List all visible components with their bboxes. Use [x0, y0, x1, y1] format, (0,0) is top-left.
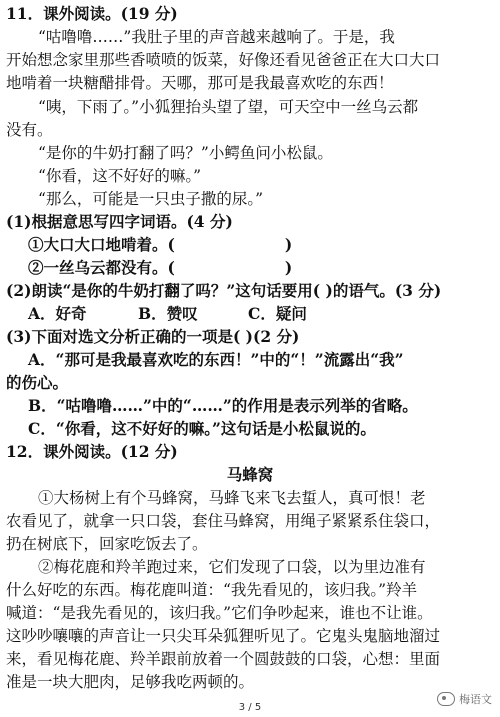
q12-line: ②梅花鹿和羚羊跑过来，它们发现了口袋，以为里边准有 [38, 558, 426, 576]
q11-sub3-option-a-line1[interactable]: A．“那可是我最喜欢吃的东西！”中的“！”流露出“我” [28, 350, 404, 369]
q11-sub1-header: (1)根据意思写四字词语。(4 分) [6, 212, 233, 231]
option-c[interactable]: C．疑问 [248, 304, 307, 323]
q12-line: 扔在树底下，回家吃饭去了。 [6, 535, 208, 553]
option-a[interactable]: A．好奇 [28, 304, 87, 323]
q12-header: 12．课外阅读。(12 分) [6, 442, 178, 461]
q11-header: 11．课外阅读。(19 分) [6, 4, 178, 23]
q11-sub2-options [6, 302, 500, 326]
q12-line: 什么好吃的东西。梅花鹿叫道：“我先看见的，该归我。”羚羊 [6, 581, 418, 599]
watermark [437, 691, 492, 707]
q11-p5: “那么，可能是一只虫子撒的尿。” [38, 190, 264, 208]
q11-p1-line3: 地啃着一块糖醋排骨。天哪，那可是我最喜欢吃的东西！ [6, 74, 394, 92]
q11-p3: “是你的牛奶打翻了吗？”小鳄鱼问小松鼠。 [38, 144, 333, 162]
wechat-icon [437, 692, 455, 706]
q11-p1-line2: 开始想念家里那些香喷喷的饭菜，好像还看见爸爸正在大口大口 [6, 51, 441, 69]
paren-close: ) [284, 235, 293, 254]
page-number: 3 / 5 [238, 702, 262, 713]
q12-title: 马蜂窝 [226, 465, 274, 484]
q12-line: 准是一块大肥肉，足够我吃两顿的。 [6, 673, 255, 691]
q11-p2-line1: “咦，下雨了。”小狐狸抬头望了望，可天空中一丝乌云都 [38, 98, 419, 116]
q12-line: 这吵吵嚷嚷的声音让一只尖耳朵狐狸听见了。它鬼头鬼脑地溜过 [6, 627, 441, 645]
q11-p2-line2: 没有。 [6, 121, 53, 139]
q11-sub3-option-a-line2[interactable]: 的伤心。 [6, 373, 69, 392]
option-b[interactable]: B．赞叹 [138, 304, 198, 323]
q11-sub3-option-c[interactable]: C．“你看，这不好好的嘛。”这句话是小松鼠说的。 [28, 419, 376, 438]
q11-p1-line1: “咕噜噜……”我肚子里的声音越来越响了。于是，我 [38, 28, 395, 46]
q11-sub1-item1[interactable] [6, 233, 500, 257]
q11-sub1-item2[interactable] [6, 256, 500, 280]
q11-sub1-item1-text: ①大口大口地啃着。( [28, 235, 175, 254]
paren-close: ) [284, 258, 293, 277]
q11-p4: “你看，这不好好的嘛。” [38, 167, 202, 185]
q12-line: 喊道：“是我先看见的，该归我。”它们争吵起来，谁也不让谁。 [6, 604, 433, 622]
q12-line: 农看见了，就拿一只口袋，套住马蜂窝，用绳子紧紧系住袋口， [6, 512, 441, 530]
q11-sub3-option-b[interactable]: B．“咕噜噜……”中的“……”的作用是表示列举的省略。 [28, 396, 418, 415]
q11-sub3-header: (3)下面对选文分析正确的一项是( )(2 分) [6, 327, 300, 346]
q12-line: ①大杨树上有个马蜂窝，马蜂飞来飞去蜇人，真可恨！老 [38, 489, 426, 507]
watermark-brand: 梅语文 [459, 693, 492, 706]
q11-sub1-item2-text: ②一丝乌云都没有。( [28, 258, 175, 277]
q11-sub2-header: (2)朗读“是你的牛奶打翻了吗？”这句话要用( )的语气。(3 分) [6, 281, 442, 300]
q12-line: 来，看见梅花鹿、羚羊跟前放着一个圆鼓鼓的口袋，心想：里面 [6, 650, 441, 668]
